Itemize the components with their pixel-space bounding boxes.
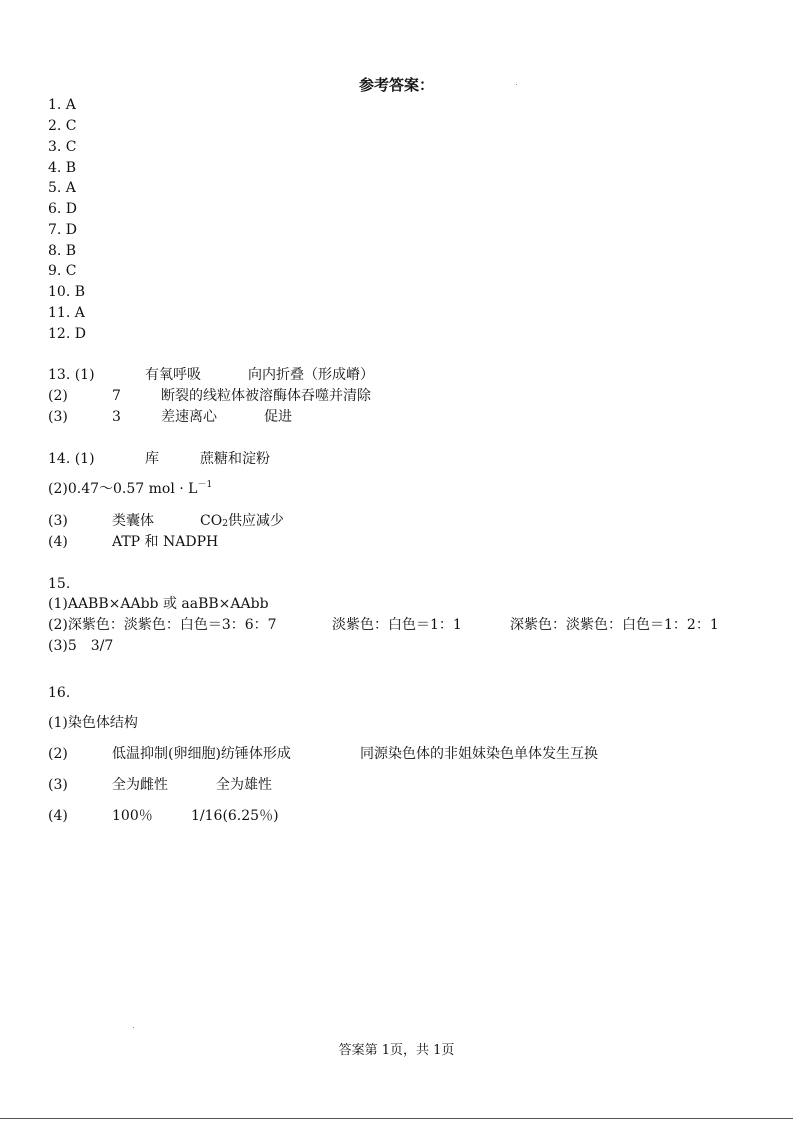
q13-label: (2) — [48, 388, 68, 404]
q16-answer: 同源染色体的非姐妹染色单体发生互换 — [360, 746, 598, 762]
q15-line-3: (3)5 3/7 — [48, 638, 114, 654]
q16-answer: 1/16(6.25％) — [191, 808, 279, 824]
q14-answer: 类囊体 — [112, 513, 154, 529]
q14-answer: (2)0.47～0.57 mol · L — [48, 481, 198, 497]
q13-answer: 有氧呼吸 — [145, 367, 201, 383]
scan-speck — [133, 1027, 134, 1028]
q16-label: (2) — [48, 746, 68, 762]
q14-unit-exponent: －1 — [197, 480, 213, 490]
q14-answer: ATP 和 NADPH — [112, 534, 219, 550]
q16-answer: 100％ — [112, 808, 153, 824]
answer-item: 6. D — [48, 201, 78, 217]
answer-item: 2. C — [48, 118, 77, 134]
answer-item: 8. B — [48, 243, 77, 259]
answer-item: 10. B — [48, 284, 86, 300]
q13-answer: 促进 — [264, 409, 292, 425]
q15-answer: (2)深紫色：淡紫色：白色＝3：6：7 — [48, 617, 277, 633]
q13-answer: 差速离心 — [161, 409, 217, 425]
q15-answer: 淡紫色：白色＝1：1 — [332, 617, 462, 633]
page-divider — [0, 1118, 793, 1119]
answer-item: 7. D — [48, 222, 78, 238]
q16-heading: 16. — [48, 685, 71, 701]
page-footer: 答案第 1页，共 1页 — [338, 1043, 455, 1058]
q13-label: (3) — [48, 409, 68, 425]
q13-answer: 向内折叠（形成嵴） — [248, 367, 374, 383]
q14-answer: CO2供应减少 — [200, 513, 284, 529]
answer-item: 12. D — [48, 326, 86, 342]
q16-answer: 全为雌性 — [112, 777, 168, 793]
scan-speck — [516, 84, 517, 85]
q13-answer: 断裂的线粒体被溶酶体吞噬并清除 — [161, 388, 371, 404]
q14-line-2 — [48, 476, 212, 498]
q16-label: (3) — [48, 777, 68, 793]
q15-line-1: (1)AABB×AAbb 或 aaBB×AAbb — [48, 596, 269, 612]
q14-label: (3) — [48, 513, 68, 529]
q13-label: 13. (1) — [48, 367, 95, 383]
q16-line-1: (1)染色体结构 — [48, 715, 138, 731]
answer-item: 11. A — [48, 305, 85, 321]
q13-answer: 7 — [112, 388, 121, 404]
answer-item: 5. A — [48, 180, 76, 196]
q16-label: (4) — [48, 808, 68, 824]
q14-label: 14. (1) — [48, 451, 95, 467]
answer-item: 4. B — [48, 160, 77, 176]
answer-item: 1. A — [48, 97, 76, 113]
q13-answer: 3 — [112, 409, 121, 425]
q14-answer: 蔗糖和淀粉 — [200, 451, 270, 467]
answer-item: 9. C — [48, 263, 77, 279]
q14-answer: 库 — [145, 451, 159, 467]
q16-answer: 全为雄性 — [216, 777, 272, 793]
q15-answer: 深紫色：淡紫色：白色＝1：2：1 — [510, 617, 719, 633]
page-title: 参考答案： — [358, 76, 434, 94]
q15-heading: 15. — [48, 576, 71, 592]
q16-answer: 低温抑制(卵细胞)纺锤体形成 — [112, 746, 291, 762]
q14-label: (4) — [48, 534, 68, 550]
answer-item: 3. C — [48, 139, 77, 155]
